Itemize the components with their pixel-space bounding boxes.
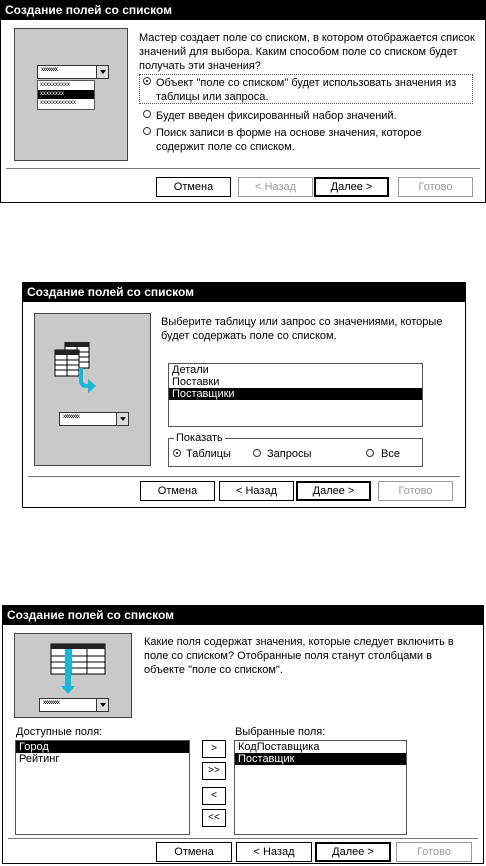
option-fixed-values-label[interactable]: Будет введен фиксированный набор значений. (156, 110, 397, 122)
radio-all-label[interactable]: Все (381, 448, 400, 460)
divider (28, 476, 460, 477)
available-fields-label: Доступные поля: (16, 726, 103, 738)
back-button[interactable]: < Назад (219, 481, 294, 501)
dialog-1-illustration (14, 28, 128, 161)
chevron-down-icon (96, 699, 108, 711)
remove-field-button[interactable]: < (202, 787, 226, 805)
list-item[interactable]: Город (16, 741, 189, 753)
art-combo-box: xxxxxxxx (39, 698, 109, 712)
next-button[interactable]: Далее > (296, 481, 371, 501)
list-item[interactable]: КодПоставщика (238, 741, 320, 753)
show-group-label: Показать (176, 432, 223, 444)
selected-fields-list[interactable] (234, 740, 407, 835)
dialog-2-title: Создание полей со списком (23, 283, 465, 302)
dialog-3-description: Какие поля содержат значения, которые следует включить в поле со списком? Отобранные поля станут столбцами в объекте "поле со списком". (144, 636, 454, 676)
next-button[interactable]: Далее > (314, 177, 389, 197)
art-combo-box: xxxxxxxx (37, 65, 109, 79)
chevron-down-icon (116, 413, 128, 425)
radio-tables[interactable] (173, 449, 181, 457)
remove-all-fields-button[interactable]: << (202, 809, 226, 827)
finish-button[interactable]: Готово (396, 842, 472, 862)
dialog-3-illustration (14, 633, 132, 718)
divider (6, 168, 480, 169)
option-table-query-label[interactable]: Объект "поле со списком" будет использовать значения из таблицы или запроса. (156, 77, 457, 103)
dialog-2-illustration (34, 313, 151, 466)
cancel-button[interactable]: Отмена (140, 481, 215, 501)
cancel-button[interactable]: Отмена (156, 842, 232, 862)
finish-button[interactable]: Готово (398, 177, 473, 197)
dialog-2 (22, 282, 466, 508)
radio-queries-label[interactable]: Запросы (267, 448, 312, 460)
radio-find-record[interactable] (143, 127, 151, 135)
art-dropdown-list: xxxxxxxxxx xxxxxxxx xxxxxxxxxxxx (37, 80, 95, 110)
option-find-record-label[interactable]: Поиск записи в форме на основе значения, которое содержит поле со списком. (156, 127, 422, 153)
list-item[interactable]: Поставщик (235, 753, 406, 765)
finish-button[interactable]: Готово (378, 481, 453, 501)
dialog-3 (2, 605, 484, 864)
art-combo-box: xxxxxxxx (59, 412, 129, 426)
available-fields-list[interactable] (15, 740, 190, 835)
radio-table-query[interactable] (143, 77, 151, 85)
table-list[interactable] (168, 363, 423, 427)
dialog-1 (0, 0, 486, 203)
radio-fixed-values[interactable] (143, 110, 151, 118)
selected-fields-label: Выбранные поля: (235, 726, 326, 738)
add-all-fields-button[interactable]: >> (202, 762, 226, 780)
list-item[interactable]: Поставки (172, 376, 220, 388)
radio-all[interactable] (366, 449, 374, 457)
add-field-button[interactable]: > (202, 740, 226, 758)
next-button[interactable]: Далее > (315, 842, 391, 862)
chevron-down-icon (96, 66, 108, 78)
back-button[interactable]: < Назад (238, 177, 313, 197)
dialog-1-description: Мастер создает поле со списком, в котором отображается список значений для выбора. Каким способом поле со списком будет получать эти значения? (139, 32, 475, 72)
list-item[interactable]: Детали (172, 364, 209, 376)
dialog-1-title: Создание полей со списком (1, 1, 485, 20)
list-item[interactable]: Поставщики (169, 388, 422, 400)
cancel-button[interactable]: Отмена (156, 177, 231, 197)
radio-tables-label[interactable]: Таблицы (186, 448, 231, 460)
back-button[interactable]: < Назад (236, 842, 312, 862)
divider (8, 838, 478, 839)
arrow-down-icon (75, 366, 105, 396)
dialog-3-title: Создание полей со списком (3, 606, 483, 625)
radio-queries[interactable] (253, 449, 261, 457)
dialog-2-description: Выберите таблицу или запрос со значениями, которые будет содержать поле со списком. (161, 316, 443, 342)
list-item[interactable]: Рейтинг (19, 753, 60, 765)
